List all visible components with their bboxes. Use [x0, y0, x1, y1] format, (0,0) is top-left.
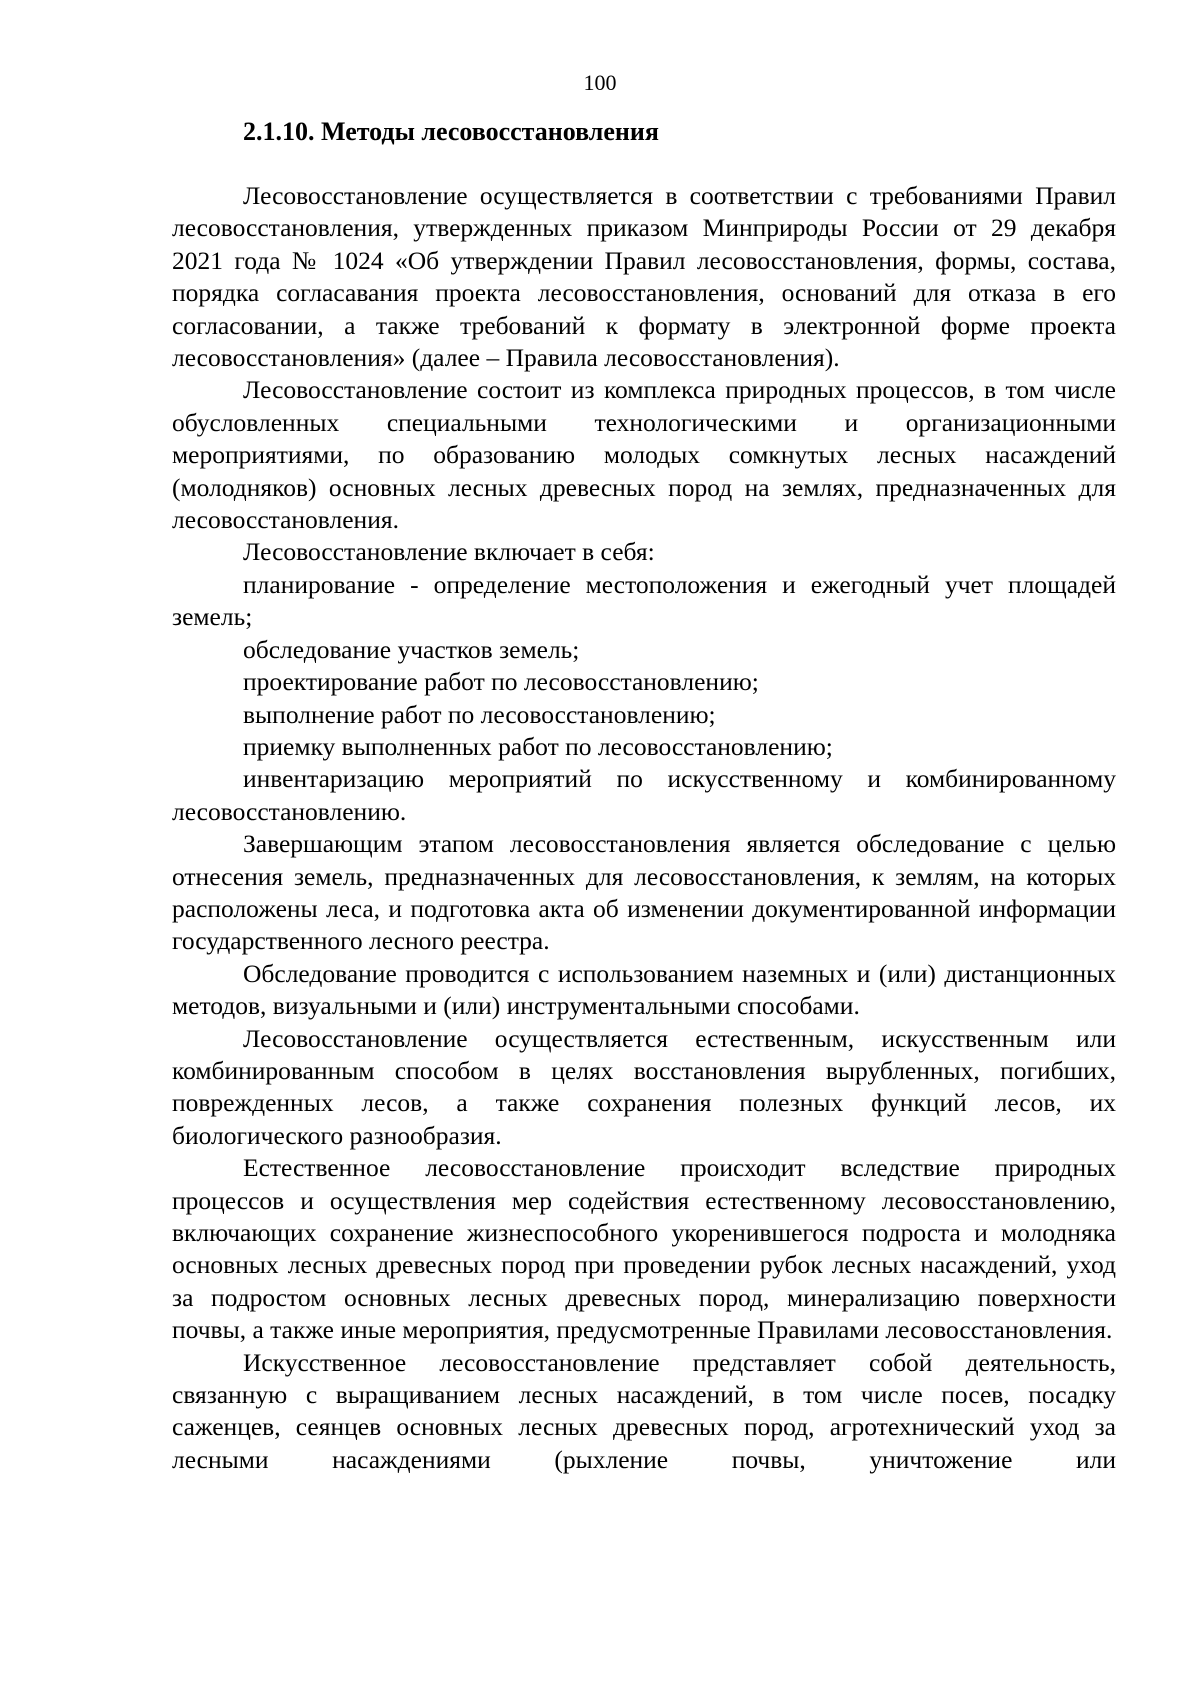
list-item-acceptance: приемку выполненных работ по лесовосстановлению;	[243, 731, 833, 761]
list-item-execution: выполнение работ по лесовосстановлению;	[243, 699, 716, 729]
paragraph-artificial: Искусственное лесовосстановление представляет собой деятельность, связанную с выращиванием лесных насаждений, в том числе посев, посадку саженцев, сеянцев основных лесных древесных пород, агротехнический уход за лесными насаждениями (рыхление почвы, уничтожение или	[172, 1347, 1116, 1474]
section-heading: 2.1.10. Методы лесовосстановления	[243, 117, 659, 146]
paragraph-natural: Естественное лесовосстановление происходит вследствие природных процессов и осуществления мер содействия естественному лесовосстановлению, включающих сохранение жизнеспособного укоренившегося подроста и молодняка основных лесных древесных пород при проведении рубок лесных насаждений, уход за подростом основных лесных древесных пород, минерализацию поверхности почвы, а также иные мероприятия, предусмотренные Правилами лесовосстановления.	[172, 1153, 1116, 1345]
paragraph-intro-rules: Лесовосстановление осуществляется в соответствии с требованиями Правил лесовосстановления, утвержденных приказом Минприроды России от 29 декабря 2021 года № 1024 «Об утверждении Правил лесовосстановления, формы, состава, порядка согласавания проекта лесовосстановления, оснований для отказа в его согласовании, а также требований к формату в электронной форме проекта лесовосстановления» (далее – Правила лесовосстановления).	[172, 181, 1116, 373]
paragraph-composition: Лесовосстановление состоит из комплекса природных процессов, в том числе обусловленных специальными технологическими и организационными мероприятиями, по образованию молодых сомкнутых лесных насаждений (молодняков) основных лесных древесных пород на землях, предназначенных для лесовосстановления.	[172, 375, 1116, 535]
list-item-planning: планирование - определение местоположения и ежегодный учет площадей земель;	[172, 569, 1116, 632]
paragraph-final-stage: Завершающим этапом лесовосстановления является обследование с целью отнесения земель, предназначенных для лесовосстановления, к землям, на которых расположены леса, и подготовка акта об изменении документированной информации государственного лесного реестра.	[172, 829, 1116, 956]
document-body	[172, 180, 1116, 1476]
list-item-design: проектирование работ по лесовосстановлению;	[243, 667, 759, 697]
list-item-inventory: инвентаризацию мероприятий по искусственному и комбинированному лесовосстановлению.	[172, 764, 1116, 826]
list-item-survey: обследование участков земель;	[243, 634, 580, 664]
page-number: 100	[583, 70, 617, 95]
paragraph-survey-methods: Обследование проводится с использованием наземных и (или) дистанционных методов, визуальными и (или) инструментальными способами.	[172, 958, 1116, 1021]
paragraph-methods: Лесовосстановление осуществляется естественным, искусственным или комбинированным способом в целях восстановления вырубленных, погибших, поврежденных лесов, а также сохранения полезных функций лесов, их биологического разнообразия.	[172, 1023, 1116, 1150]
paragraph-includes: Лесовосстановление включает в себя:	[243, 537, 655, 567]
